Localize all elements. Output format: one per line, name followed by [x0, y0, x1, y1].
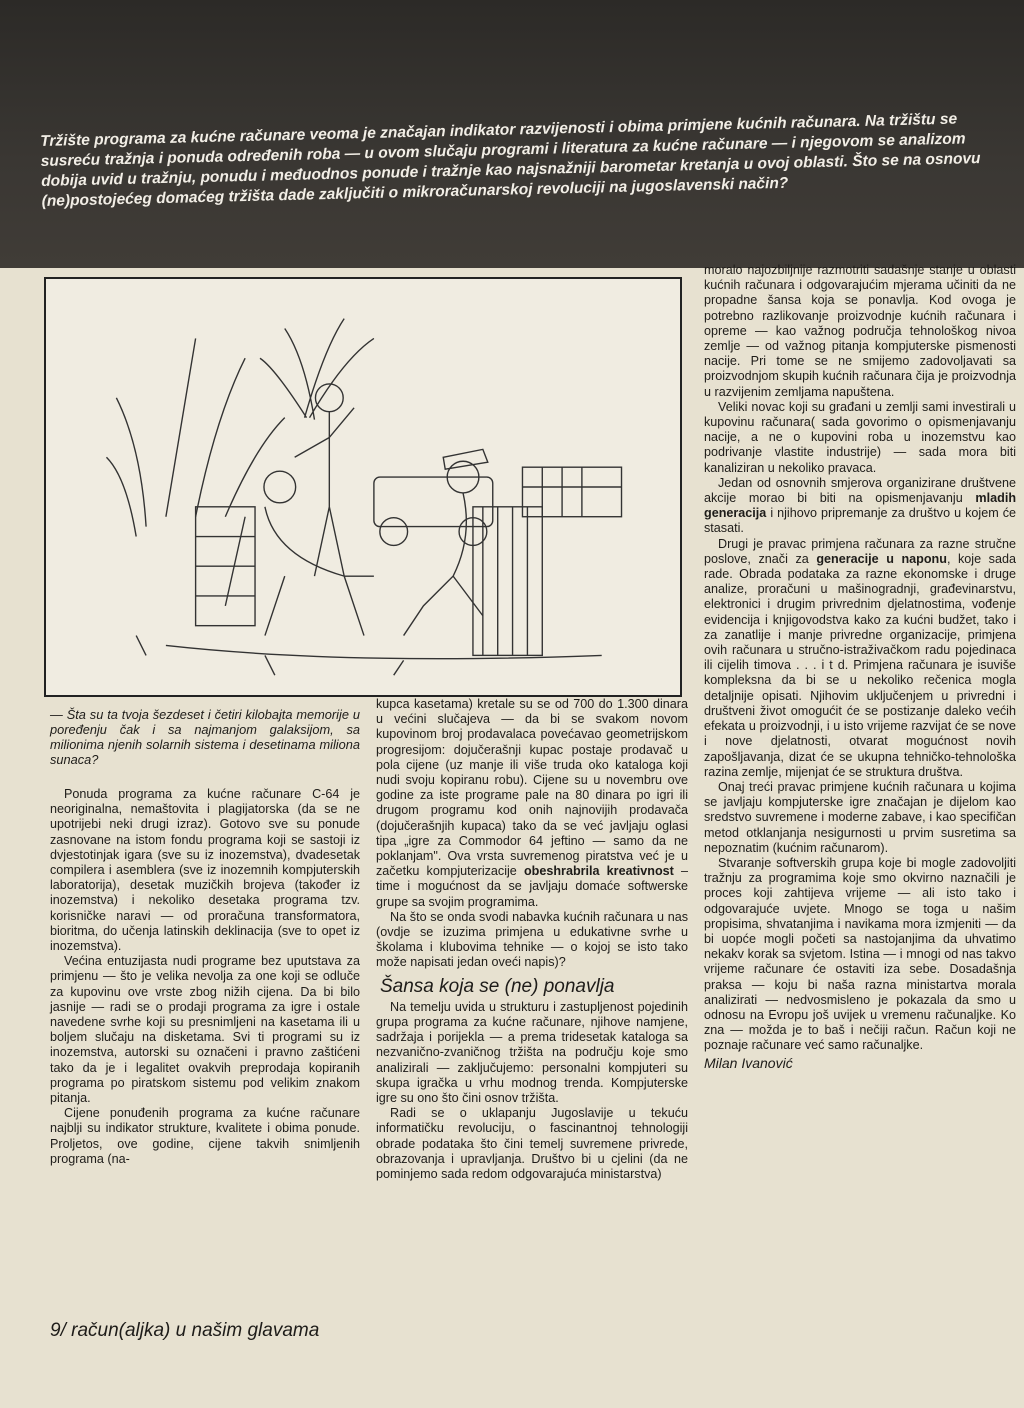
paragraph: Na temelju uvida u strukturu i zastupljenost pojedinih grupa programa za kućne računare, njihove namjene, sadržaja i porijekla — a prema tridesetak kataloga sa nezvanično-zvaničnog tržišta na području koje smo analizirali — zaključujemo: personalni kompjuteri su skupa igračka u vrhu modnog trenda. Kompjuterske igre su ono što čini osnov tržišta. — [376, 999, 688, 1106]
column-right — [704, 263, 1016, 1071]
paragraph: Radi se o uklapanju Jugoslavije u tekuću informatičku revoluciju, o fascinantnoj tehnologiji obrade podataka što čini temelj suvremene privrede, obrazovanja i upravljanja. Društvo bi u cjelini (da ne pominjemo sada redom odgovarajuća ministarstva) — [376, 1106, 688, 1182]
paragraph-text: i njihovo pripremanje za društvo u kojem će stasati. — [704, 506, 1016, 536]
paragraph — [704, 537, 1016, 780]
paragraph: Stvaranje softverskih grupa koje bi mogle zadovoljiti tražnju za programima koje smo okvirno naznačili je proces koji zahtijeva vrijeme — ali isto tako i odgovarajuće uvjete. Mnogo se toga u našim propisima, shvatanjima i navikama mora izmjeniti — da bi uopće mogli početi sa nastojanjima da uhvatimo nekakv korak sa svjetom. Istina — i mnogi od nas takvo vrijeme računare će ostaviti iza sebe. Dosadašnja praksa — koju bi naša razna ministartva morala analizirati — nedvosmisleno je pokazala da smo u odnosu na Evropu još uvijek u vremenu računaljke. Ko zna — možda je to baš i nečiji račun. Račun koji ne poznaje računare već samo računaljke. — [704, 855, 1016, 1053]
cartoon-caption: — Šta su ta tvoja šezdeset i četiri kilobajta memorije u poređenju čak i sa najmanjom galaksijom, sa milionima njenih solarnih sistema i desetinama miliona sunaca? — [50, 707, 360, 767]
cartoon-drawing — [46, 279, 680, 695]
paragraph-text: – time i mogućnost da se javljaju domaće softwerske grupe sa svojim programima. — [376, 864, 688, 909]
paragraph: Većina entuzijasta nudi programe bez uputstava za primjenu — što je velika nevolja za one koji se odluče za kupovinu ove vrste zbog nižih cijena. Da bi bilo jasnije — radi se o prodaji programa za igre i ostale navedene svrhe koji su presnimljeni na kasetama ili u boljem slučaju na disketama. Svi ti programi su iz inozemstva, autorski su označeni i pravno zaštićeni tako da je i legalitet ovakvih preprodaja kopiranih programa po piratskom sistemu pod velikim znakom pitanja. — [50, 954, 360, 1106]
paragraph: Cijene ponuđenih programa za kućne računare najblji su indikator strukture, kvalitete i obima ponude. Proljetos, ove godine, cijene takvih snimljenih programa (na- — [50, 1106, 360, 1166]
paragraph: Veliki novac koji su građani u zemlji sami investirali u kupovinu računara( sada govorimo o opismenjavanju nacije, a ne o kupovini roba u inozemstvu kao podrivanje vlastite industrije) — sada mora biti kanaliziran u nekoliko pravaca. — [704, 399, 1016, 475]
emphasis: mladih generacija — [704, 491, 1017, 521]
intro-banner — [0, 0, 1024, 268]
section-heading: Šansa koja se (ne) ponavlja — [380, 975, 615, 997]
emphasis: generacije u naponu — [816, 551, 947, 566]
paragraph: Ponuda programa za kućne računare C-64 je neoriginalna, nemaštovita i plagijatorska (da se ne upotrijebi neki drugi izraz). Gotovo sve su ponude zasnovane na istom fondu programa koji se sastoji iz dvjestotinjak igara (sve su iz inozemstva), dvadesetak compilera i asemblera (sve iz inozemnih kompjuterskih laboratorija), desetak muzičkih brojeva (također iz inozemstva) i nekoliko desetaka programa tzv. korisničke naravi — od proračuna transformatora, bioritma, do učenja latinskih deklinacija (sve to opet iz inozemstva). — [50, 787, 360, 954]
paragraph: moralo najozbiljnije razmotriti sadašnje stanje u oblasti kućnih računara i odgovarajućim mjerama učiniti da ne propadne šansa koja se ponavlja. Kod ovoga je potrebno razlikovanje proizvodnje kućnih računara i opreme — kao važnog područja tehnološkog nivoa zemlje — od važnog pitanja kompjuterske pismenosti nacije. Pri tome se ne smijemo zadovoljavati sa proizvodnjom skupih kućnih računara čija je proizvodnja u razvijenim zemljama napuštena. — [704, 263, 1016, 399]
paragraph-text: , koje sada rade. Obrada podataka za razne ekonomske i druge analize, proračuni u mašinogradnji, građevinarstvu, elektronici i drugim privrednim djelatnostima, vođenje evidencija i knjigovodstva kako za kućni budžet, tako i za zanatlije i manje privredne organizacije, primjena ovih računara u stručno-istraživačkom radu pojedinaca ili cijelih timova . . . i t d. Primjena računara je isuviše kompleksna da bi se u nekoliko rečenica mogla detaljnije opisati. Njihovim uključenjem u privredni i društveni život omogućit će se postizanje daleko većih efekata u proizvodnji, i u isto vrijeme razvijat će se nove i nove djelatnosti, otvarat mogućnost novih zapošljavanja, dizat će se ukupna tehničko-tehnološka razina zemlje, mijenjat će se struktura društva. — [704, 551, 1016, 779]
paragraph-text: Jedan od osnovnih smjerova organizirane društvene akcije morao bi biti na opismenjavanju — [704, 475, 1016, 506]
page-footer: 9/ račun(aljka) u našim glavama — [50, 1320, 320, 1341]
paragraph — [376, 697, 688, 910]
cartoon-illustration — [44, 277, 682, 697]
intro-text: Tržište programa za kućne računare veoma je značajan indikator razvijenosti i obima primjene kućnih računara. Na tržištu se susreću tražnja i ponuda određenih roba — u ovom slučaju programi i literatura za kućne računare — i njegovom se analizom dobija uvid u tražnju, ponudu i međuodnos ponude i tražnje kao najsnažniji barometar kretanja u ovoj oblasti. Što se na osnovu (ne)postojećeg domaćeg tržišta dade zaključiti o mikroračunarskoj revoluciji na jugoslavenski način? — [40, 110, 981, 210]
paragraph: Onaj treći pravac primjene kućnih računara u kojima se javljaju kompjuterske igre značajan je dijelom kao sredstvo suvremene i moderne zabave, i kao specifičan metod otklanjanja nesigurnosti u prvim susretima sa nepoznatim (kućnim računarom). — [704, 779, 1016, 855]
author-byline: Milan Ivanović — [704, 1054, 793, 1071]
paragraph-text: Drugi je pravac primjena računara za razne stručne poslove, znači za — [704, 536, 1016, 566]
column-middle — [376, 697, 688, 1182]
emphasis: obeshrabrila kreativnost — [523, 864, 674, 879]
paragraph: Na što se onda svodi nabavka kućnih računara u nas (ovdje se izuzima primjena u edukativne svrhe u školama i klubovima tehnike — o kojoj se isto tako može napisati jedan oveći napis)? — [376, 909, 688, 970]
column-left — [50, 707, 360, 1167]
paragraph — [704, 476, 1016, 537]
paragraph-text: kupca kasetama) kretale su se od 700 do 1.300 dinara u većini slučajeva — da bi se svakom novom kupovinom broj prodavalaca povećavao geometrijskom progresijom: dojučerašnji kupac postaje prodavač u pola cijene (uz manje ili više truda oko kataloga koji nudi svoju kopiranu robu). Cijene su u novembru ove godine za iste programe pale na 80 dinara po igri ili drugom programu kod onih najnovijih prodavača (dojučerašnjih kupaca) tako da se već javljaju oglasi tipa „igre za Commodor 64 jeftino — samo da ne poklanjam". Ova vrsta suvremenog piratstva već je u začetku kompjuterizacije — [376, 697, 688, 879]
